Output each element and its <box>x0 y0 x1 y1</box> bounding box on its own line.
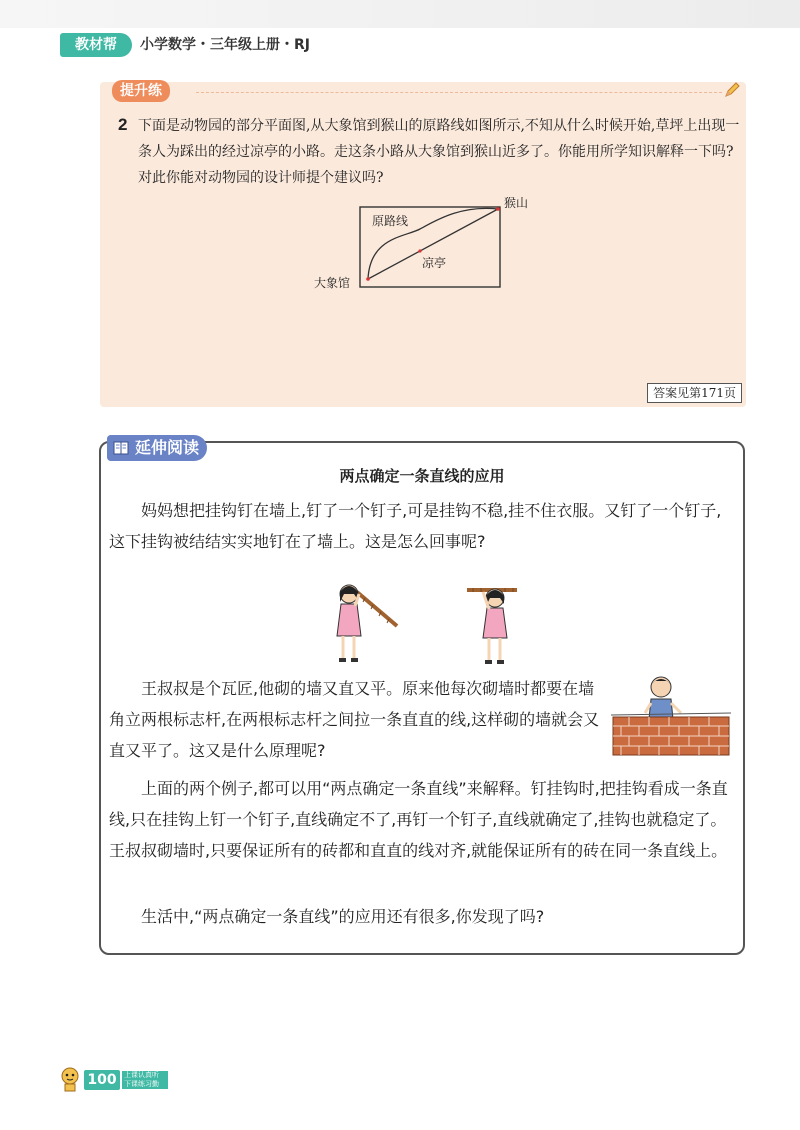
reading-title: 两点确定一条直线的应用 <box>339 467 505 485</box>
practice-section <box>100 82 746 407</box>
question-number: 2 <box>118 115 128 134</box>
label-elephant-hall: 大象馆 <box>314 276 351 290</box>
footer-note: 上课认真听 下课练习勤 <box>122 1071 168 1089</box>
monkey-point <box>496 207 500 211</box>
mascot-icon <box>58 1064 82 1092</box>
reading-badge <box>107 435 207 461</box>
page-number: 100 <box>84 1070 120 1090</box>
reading-section <box>99 438 745 955</box>
girl-hook-one-nail-illustration <box>321 578 401 668</box>
practice-badge: 提升练 <box>112 80 170 102</box>
paragraph-explanation: 上面的两个例子,都可以用“两点确定一条直线”来解释。钉挂钩时,把挂钩看成一条直线,只在挂钩上钉一个钉子,直线确定不了,再钉一个钉子,直线就确定了,挂钩也就稳定了。王叔叔砌墙时,只要保证所有的砖都和直直的线对齐,就能保证所有的砖在同一条直线上。 <box>109 779 728 860</box>
pencil-icon <box>724 82 740 98</box>
label-pavilion: 凉亭 <box>422 256 447 270</box>
brand-tab: 教材帮 <box>60 33 132 57</box>
label-original-route: 原路线 <box>372 214 409 228</box>
dotted-divider <box>196 92 722 93</box>
elephant-point <box>366 277 370 281</box>
zoo-map-diagram <box>310 197 610 301</box>
paragraph-mason: 王叔叔是个瓦匠,他砌的墙又直又平。原来他每次砌墙时都要在墙角立两根标志杆,在两根标志杆之间拉一条直直的线,这样砌的墙就会又直又平了。这又是什么原理呢? <box>109 679 600 760</box>
paragraph-hook: 妈妈想把挂钩钉在墙上,钉了一个钉子,可是挂钩不稳,挂不住衣服。又钉了一个钉子,这下挂钩被结结实实地钉在了墙上。这是怎么回事呢? <box>109 501 722 551</box>
paragraph-closing: 生活中,“两点确定一条直线”的应用还有很多,你发现了吗? <box>141 907 545 926</box>
label-monkey-hill: 猴山 <box>504 197 529 210</box>
zoo-map-svg <box>310 197 610 297</box>
book-icon <box>113 441 129 455</box>
answer-reference: 答案见第171页 <box>647 383 742 403</box>
question-text: 下面是动物园的部分平面图,从大象馆到猴山的原路线如图所示,不知从什么时候开始,草坪上出现一条人为踩出的经过凉亭的小路。走这条小路从大象馆到猴山近多了。你能用所学知识解释一下吗?对此你能对动物园的设计师提个建议吗? <box>138 118 740 186</box>
girl-hook-two-nails-illustration <box>461 578 541 668</box>
mason-brick-wall-illustration <box>609 673 734 758</box>
book-title: 小学数学・三年级上册・RJ <box>140 37 310 53</box>
top-strip <box>0 0 800 28</box>
reading-badge-label: 延伸阅读 <box>135 438 200 457</box>
pavilion-point <box>418 249 421 252</box>
